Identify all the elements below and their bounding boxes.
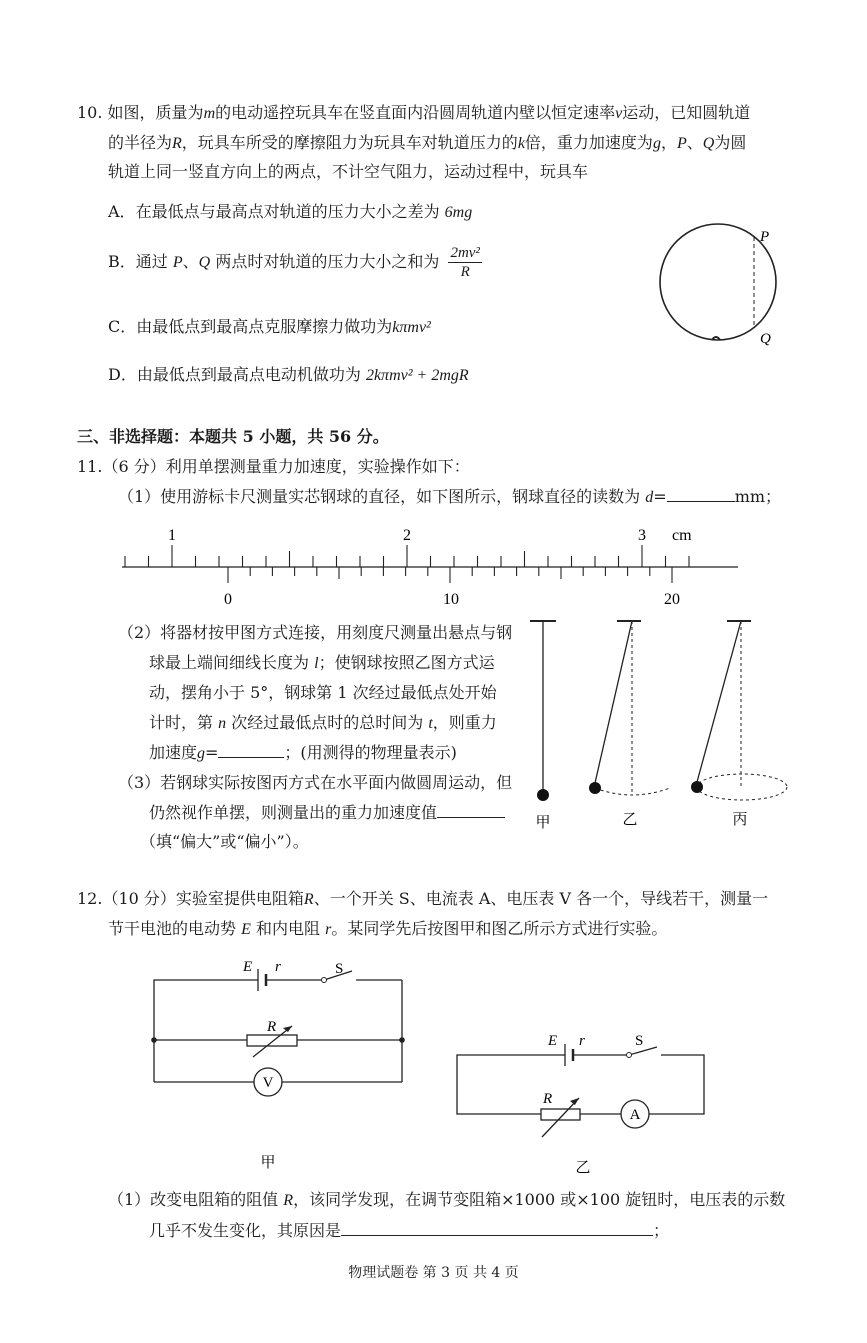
section3-heading: 三、非选择题：本题共 5 小题，共 56 分。 (77, 427, 389, 446)
q10-line-2: 的半径为R，玩具车所受的摩擦阻力为玩具车对轨道压力的k倍，重力加速度为g，P、Q为圆 (108, 133, 747, 152)
q10-option-b[interactable]: B．通过 P、Q 两点时对轨道的压力大小之和为 $\frac{\text{2mv²}}{R}$ (108, 245, 480, 280)
q11-part2-line5: 加速度g= ；(用测得的物理量表示) (149, 743, 457, 762)
q11-part2-line4: 计时，第 n 次经过最低点时的总时间为 t，则重力 (149, 713, 497, 732)
main-label-3: 3 (638, 527, 646, 544)
figure-label-yi: 乙 (622, 812, 638, 828)
resistor-box (247, 1035, 297, 1046)
pendulum-figures (520, 612, 790, 842)
switch-contact (322, 978, 327, 983)
circuit-jia (140, 955, 420, 1175)
q12-part1-line2: 几乎不发生变化，其原因是 ； (149, 1221, 670, 1240)
circuit-jia-wire-left-top (154, 980, 258, 1082)
figure-label-jia: 甲 (535, 815, 551, 831)
circuit-jia-caption: 甲 (260, 1155, 276, 1171)
q11-part3-line1: （3）若钢球实际按图丙方式在水平面内做圆周运动，但 (118, 773, 513, 792)
pendulum-bing-string (697, 621, 741, 782)
q10-line-3: 轨道上同一竖直方向上的两点，不计空气阻力，运动过程中，玩具车 (108, 162, 589, 181)
q10-number: 10. (77, 103, 103, 122)
point-p-label: P (760, 229, 770, 245)
pendulum-bing-ball (691, 781, 703, 793)
junction-left (151, 1037, 157, 1043)
pendulum-bing-circle-path (697, 774, 787, 800)
q11-part3-line2: 仍然视作单摆，则测量出的重力加速度值 (149, 798, 505, 828)
scale-unit-cm: cm (672, 527, 692, 544)
label-s: S (335, 961, 344, 977)
circuit-yi (445, 1020, 720, 1180)
vernier-label-20: 20 (664, 591, 680, 608)
junction-right (399, 1037, 405, 1043)
q11-bias-answer-blank[interactable] (437, 816, 505, 818)
vernier-scale-ticks (228, 567, 672, 583)
variable-arrow-head (283, 1026, 292, 1032)
q10-option-d[interactable]: D．由最低点到最高点电动机做功为 2kπmv² + 2mgR (108, 365, 469, 384)
voltmeter-label: V (262, 1075, 274, 1091)
q12-part1-line1: （1）改变电阻箱的阻值 R，该同学发现，在调节变阻箱×1000 或×100 旋钮时，电压表的示数 (108, 1190, 786, 1209)
q11-part2-line2: 球最上端间细线长度为 l；使钢球按照乙图方式运 (149, 653, 495, 672)
q11-g-answer-blank[interactable] (218, 756, 284, 758)
ammeter-label: A (629, 1107, 641, 1123)
circuit-yi-caption: 乙 (575, 1160, 591, 1176)
vernier-label-10: 10 (443, 591, 459, 608)
main-scale-ticks (125, 545, 689, 567)
q11-part1: （1）使用游标卡尺测量实芯钢球的直径，如下图所示，钢球直径的读数为 d= mm； (118, 487, 782, 506)
variable-arrow-head (570, 1098, 579, 1105)
page-footer: 物理试题卷 第 3 页 共 4 页 (348, 1265, 519, 1281)
q10-option-b-fraction: $\frac{\text{2mv²}}{R}$ (450, 245, 480, 280)
label-r: r (579, 1033, 585, 1049)
pendulum-yi-string (595, 621, 632, 783)
q10-option-a[interactable]: A．在最低点与最高点对轨道的压力大小之差为 6mg (108, 202, 473, 221)
label-s: S (635, 1033, 644, 1049)
q10-option-c[interactable]: C．由最低点到最高点克服摩擦力做功为kπmv² (108, 317, 431, 336)
vernier-caliper-scale (110, 520, 750, 610)
figure-label-bing: 丙 (732, 812, 748, 828)
label-resistor: R (267, 1019, 277, 1035)
switch-contact (627, 1053, 632, 1058)
q11-part3-line3: （填“偏大”或“偏小”）。 (140, 832, 309, 851)
pendulum-jia-ball (537, 789, 549, 801)
label-e: E (243, 959, 253, 975)
main-label-1: 1 (168, 527, 176, 544)
main-label-2: 2 (403, 527, 411, 544)
q11-d-answer-blank[interactable] (667, 500, 735, 502)
q12-reason-answer-blank[interactable] (341, 1234, 653, 1236)
q11-part2-line1: （2）将器材按甲图方式连接，用刻度尺测量出悬点与钢 (118, 623, 513, 642)
vernier-label-0: 0 (224, 591, 232, 608)
label-resistor: R (543, 1091, 553, 1107)
q12-line-1: 12.（10 分）实验室提供电阻箱R、一个开关 S、电流表 A、电压表 V 各一个，导线若干，测量一 (77, 889, 769, 908)
circuit-yi-wire-right (649, 1055, 704, 1114)
point-q-label: Q (760, 331, 771, 347)
q12-line-2: 节干电池的电动势 E 和内电阻 r。某同学先后按图甲和图乙所示方式进行实验。 (108, 919, 668, 938)
q10-circle-figure (650, 215, 790, 355)
pendulum-yi-ball (589, 782, 601, 794)
circular-track (660, 224, 776, 340)
label-r: r (275, 959, 281, 975)
q11-heading: 11.（6 分）利用单摆测量重力加速度，实验操作如下： (77, 457, 470, 476)
label-e: E (548, 1033, 558, 1049)
q10-line-1: 10. 如图，质量为m的电动遥控玩具车在竖直面内沿圆周轨道内壁以恒定速率v运动，已知圆轨道 (77, 103, 751, 122)
q11-part2-line3: 动，摆角小于 5°，钢球第 1 次经过最低点处开始 (149, 683, 497, 702)
